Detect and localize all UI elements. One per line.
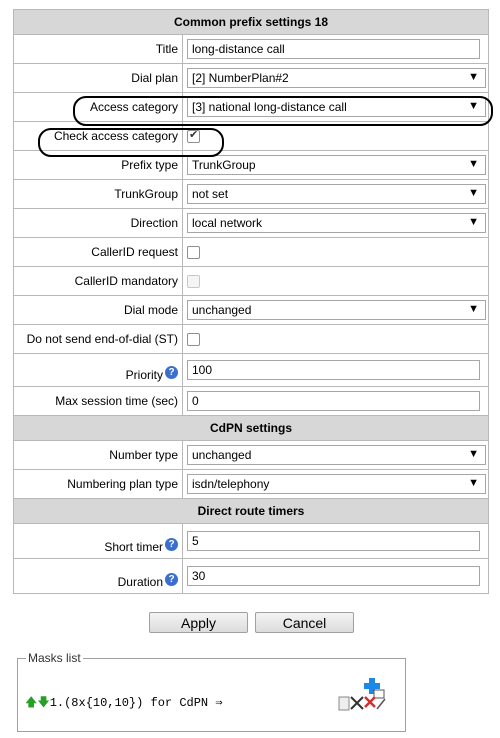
duration-label-cell [14,559,183,594]
apply-button[interactable]: Apply [149,612,248,633]
priority-label: Priority [125,367,163,382]
chevron-down-icon: ▼ [468,187,479,199]
priority-input[interactable] [187,360,480,380]
callerid-mandatory-label: CallerID mandatory [14,267,183,296]
dial-mode-label: Dial mode [14,296,183,325]
no-end-of-dial-label: Do not send end-of-dial (ST) [14,325,183,354]
checkmark-icon: ✔ [189,129,199,142]
callerid-request-label: CallerID request [14,238,183,267]
chevron-down-icon: ▼ [468,71,479,83]
cancel-button[interactable]: Cancel [255,612,354,633]
access-category-label: Access category [14,93,183,122]
help-icon[interactable]: ? [165,573,178,586]
numbering-plan-type-select[interactable] [187,474,486,494]
direction-value: local network [192,216,263,230]
prefix-type-value: TrunkGroup [192,158,256,172]
section-header-common: Common prefix settings 18 [14,10,489,35]
title-label: Title [14,35,183,64]
edit-tools-icon[interactable] [351,697,363,709]
callerid-request-checkbox[interactable] [187,246,200,259]
numbering-plan-type-label: Numbering plan type [14,470,183,499]
list-item [25,693,223,714]
add-icon[interactable] [364,678,384,698]
trunk-group-label: TrunkGroup [14,180,183,209]
dial-plan-value: [2] NumberPlan#2 [192,71,289,85]
number-type-select[interactable] [187,445,486,465]
access-category-select[interactable] [187,97,486,117]
prefix-type-label: Prefix type [14,151,183,180]
chevron-down-icon: ▼ [468,216,479,228]
callerid-mandatory-checkbox [187,275,200,288]
short-timer-label: Short timer [104,539,163,554]
chevron-down-icon: ▼ [468,448,479,460]
green-down-arrow-icon[interactable]: 🡇 [37,696,50,710]
dial-mode-select[interactable] [187,300,486,320]
document-icon [339,697,349,710]
no-end-of-dial-checkbox[interactable] [187,333,200,346]
number-type-label: Number type [14,441,183,470]
direction-label: Direction [14,209,183,238]
chevron-down-icon: ▼ [468,158,479,170]
number-type-value: unchanged [192,448,252,462]
check-access-category-checkbox[interactable] [187,130,200,143]
chevron-down-icon: ▼ [468,477,479,489]
chevron-down-icon: ▼ [468,303,479,315]
chevron-down-icon: ▼ [468,100,479,112]
trunk-group-select[interactable] [187,184,486,204]
dial-plan-select[interactable] [187,68,486,88]
prefix-type-select[interactable] [187,155,486,175]
direction-select[interactable] [187,213,486,233]
dial-plan-label: Dial plan [14,64,183,93]
short-timer-input[interactable] [187,531,480,551]
prefix-settings-form [13,9,489,594]
access-category-value: [3] national long-distance call [192,100,347,114]
numbering-plan-type-value: isdn/telephony [192,477,270,491]
trunk-group-value: not set [192,187,229,201]
mask-tools [337,677,392,713]
masks-list-box [17,651,406,732]
duration-label: Duration [117,574,163,589]
green-up-arrow-icon[interactable]: 🡅 [25,696,38,710]
help-icon[interactable]: ? [165,538,178,551]
section-header-timers: Direct route timers [14,499,489,524]
max-session-time-input[interactable] [187,391,480,411]
title-input[interactable] [187,39,480,59]
masks-list-legend: Masks list [28,651,81,665]
mask-text[interactable]: (8x{10,10}) for CdPN [64,696,209,710]
dial-mode-value: unchanged [192,303,252,317]
help-icon[interactable]: ? [165,366,178,379]
short-timer-label-cell [14,524,183,559]
check-access-category-label: Check access category [14,122,183,151]
max-session-time-label: Max session time (sec) [14,387,183,416]
mask-arrow: ⇒ [215,696,223,710]
delete-icon[interactable] [365,697,385,709]
duration-input[interactable] [187,566,480,586]
mask-index: 1. [49,696,65,710]
priority-label-cell [14,354,183,387]
section-header-cdpn: CdPN settings [14,416,489,441]
